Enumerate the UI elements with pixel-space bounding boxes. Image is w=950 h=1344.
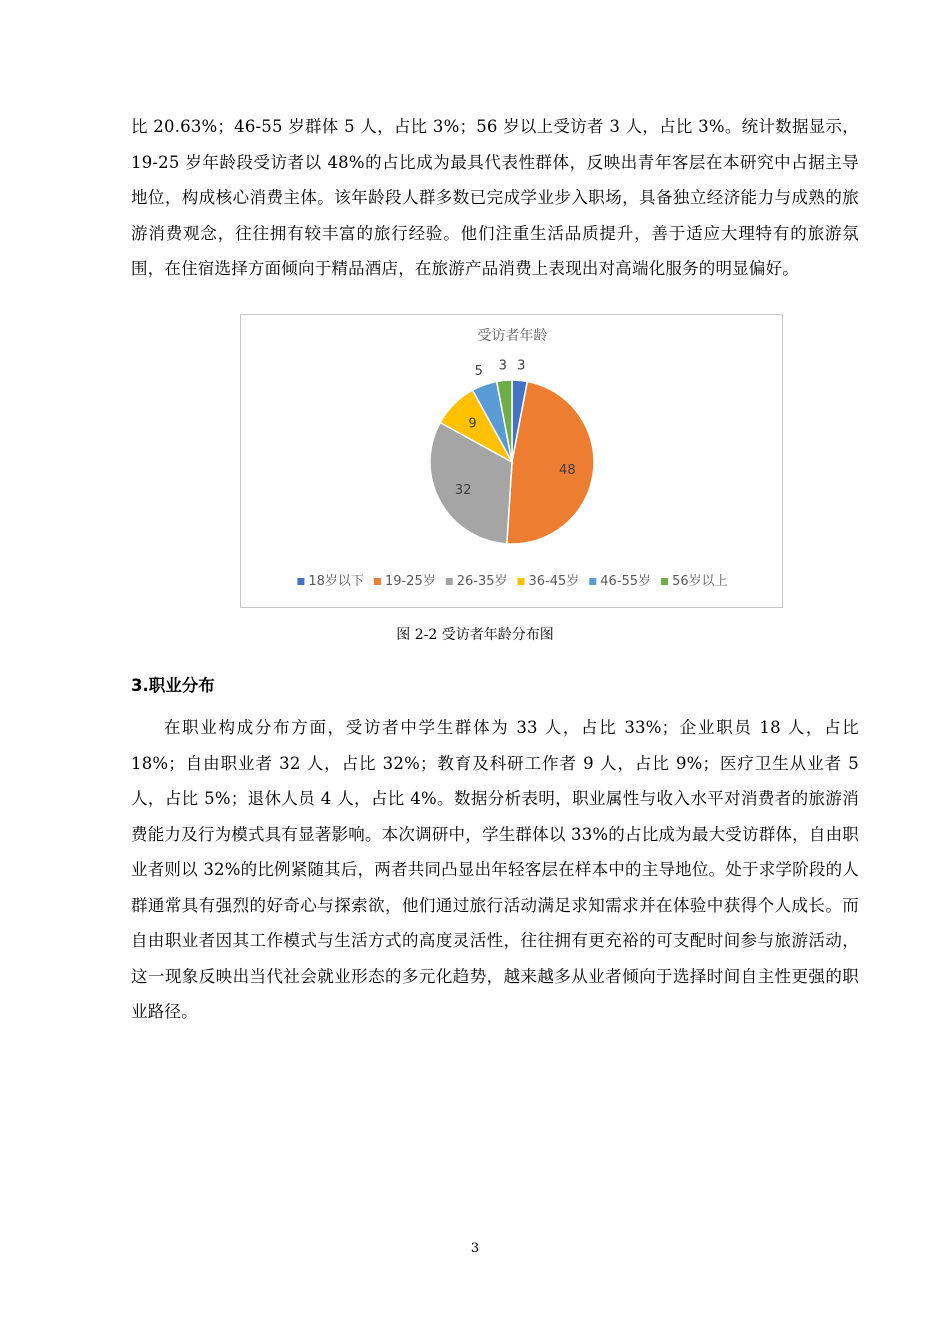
chart-title: 受访者年龄	[477, 328, 548, 344]
pie-slice-label-2: 32	[454, 482, 472, 498]
legend-swatch-1	[374, 578, 381, 585]
age-pie-chart	[240, 314, 783, 608]
legend-swatch-3	[518, 578, 525, 585]
legend-label-3: 36-45岁	[528, 574, 580, 589]
legend-swatch-2	[446, 578, 453, 585]
occupation-paragraph: 在职业构成分布方面，受访者中学生群体为 33 人，占比 33%；企业职员 18 人，占比 18%；自由职业者 32 人，占比 32%；教育及科研工作者 9 人，占比 9%；医疗卫生从业者 5 人，占比 5%；退休人员 4 人，占比 4%。数据分析表明，职业属性与收入水平对消费者的旅游消费能力及行为模式具有显著影响。本次调研中，学生群体以 33%的占比成为最大受访群体，自由职业者则以 32%的比例紧随其后，两者共同凸显出年轻客层在样本中的主导地位。处于求学阶段的人群通常具有强烈的好奇心与探索欲，他们通过旅行活动满足求知需求并在体验中获得个人成长。而自由职业者因其工作模式与生活方式的高度灵活性，往往拥有更充裕的可支配时间参与旅游活动，这一现象反映出当代社会就业形态的多元化趋势，越来越多从业者倾向于选择时间自主性更强的职业路径。	[131, 718, 859, 1021]
pie-slice-label-3: 9	[468, 416, 477, 432]
legend-swatch-0	[297, 578, 304, 585]
legend-label-1: 19-25岁	[384, 574, 436, 589]
section-heading: 3.职业分布	[131, 676, 215, 695]
pie-chart-svg	[241, 315, 784, 609]
pie-slice-label-4: 5	[474, 363, 483, 379]
page-number: 3	[470, 1241, 480, 1256]
legend-label-2: 26-35岁	[456, 574, 508, 589]
legend-label-0: 18岁以下	[308, 574, 364, 589]
legend-label-4: 46-55岁	[600, 574, 652, 589]
figure-caption: 图 2-2 受访者年龄分布图	[396, 627, 554, 643]
pie-slice-label-5: 3	[498, 358, 507, 374]
pie-slice-label-0: 3	[517, 358, 526, 374]
chart-legend	[297, 573, 727, 589]
intro-paragraph: 比 20.63%；46-55 岁群体 5 人，占比 3%；56 岁以上受访者 3 人，占比 3%。统计数据显示，19-25 岁年龄段受访者以 48%的占比成为最具代表性群体，反映出青年客层在本研究中占据主导地位，构成核心消费主体。该年龄段人群多数已完成学业步入职场，具备独立经济能力与成熟的旅游消费观念，往往拥有较丰富的旅行经验。他们注重生活品质提升，善于适应大理特有的旅游氛围，在住宿选择方面倾向于精品酒店，在旅游产品消费上表现出对高端化服务的明显偏好。	[131, 117, 859, 278]
legend-swatch-5	[661, 578, 668, 585]
legend-swatch-4	[589, 578, 596, 585]
legend-label-5: 56岁以上	[672, 574, 728, 589]
pie-slice-label-1: 48	[559, 462, 576, 478]
